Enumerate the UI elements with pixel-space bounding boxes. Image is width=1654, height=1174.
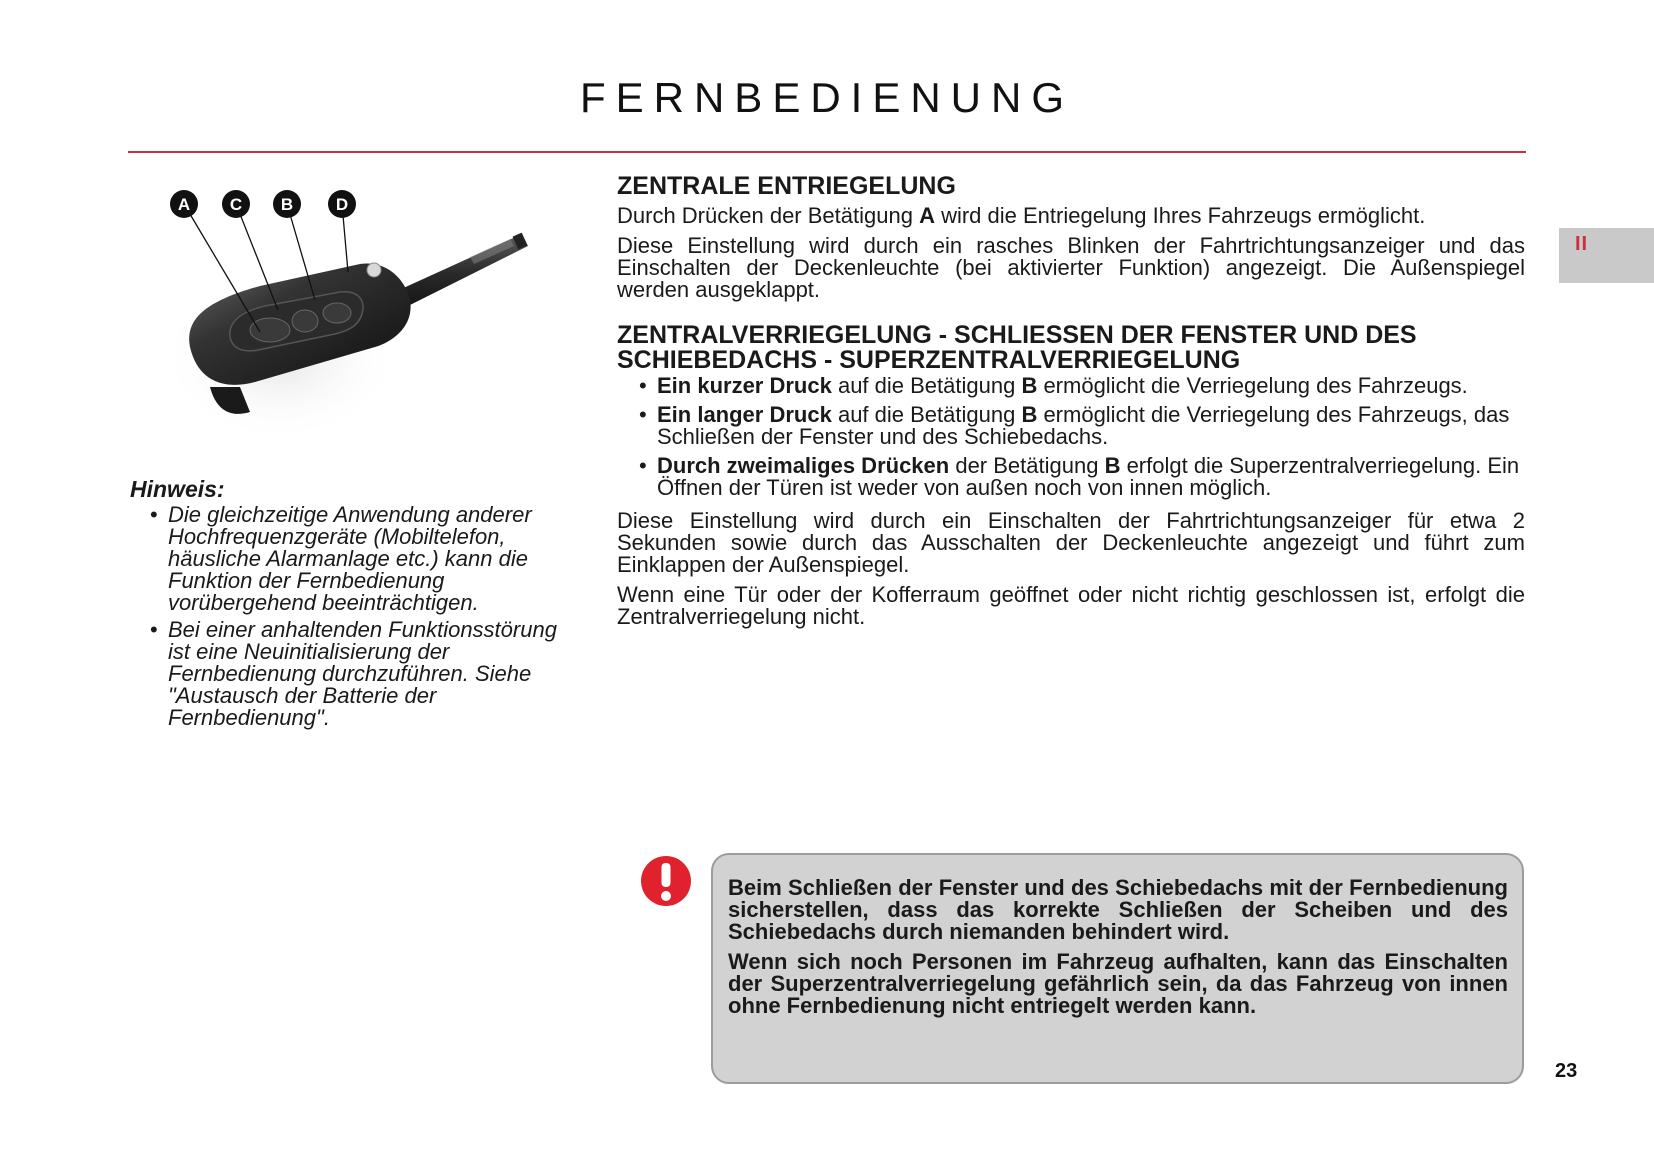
locking-options-list: [617, 375, 1525, 499]
callout-b: [273, 190, 301, 218]
callout-a-label: A: [177, 195, 191, 214]
warning-text: Wenn sich noch Personen im Fahrzeug aufhalten, kann das Einschalten der Superzentralverriegelung gefährlich sein, da das Fahrzeug von innen ohne Fernbedienung nicht entriegelt werden kann.: [728, 949, 1508, 1018]
callout-b-label: B: [280, 195, 294, 214]
callout-c: [222, 190, 250, 218]
callout-a: [170, 190, 198, 218]
hinweis-heading: Hinweis:: [130, 476, 225, 502]
paragraph: Diese Einstellung wird durch ein Einschalten der Fahrtrichtungsanzeiger für etwa 2 Sekunden sowie durch das Ausschalten der Deckenleuchte angezeigt und führt zum Einklappen der Außenspiegel.: [617, 508, 1525, 577]
callout-d: [328, 190, 356, 218]
section-heading: ZENTRALVERRIEGELUNG - SCHLIESSEN DER FENSTER UND DES SCHIEBEDACHS - SUPERZENTRALVERRIEGELUNG: [617, 321, 1417, 374]
hinweis-note: [130, 478, 560, 734]
chapter-tab-label: II: [1575, 233, 1589, 255]
warning-text: Beim Schließen der Fenster und des Schiebedachs mit der Fernbedienung sicherstellen, dass das korrekte Schließen der Scheiben und des Schiebedachs durch niemanden behindert wird.: [728, 875, 1508, 944]
section-central-unlocking: [617, 174, 1525, 301]
section-heading: ZENTRALE ENTRIEGELUNG: [617, 172, 956, 200]
title-divider: [128, 151, 1526, 153]
page-title: FERNBEDIENUNG: [579, 74, 1075, 121]
warning-box: [711, 853, 1524, 1084]
chapter-tab: [1559, 228, 1654, 283]
paragraph: Durch Drücken der Betätigung A wird die Entriegelung Ihres Fahrzeugs ermöglicht.: [617, 203, 1426, 228]
page-number: 23: [1555, 1060, 1578, 1082]
main-content: [617, 174, 1525, 628]
hinweis-item: • Die gleichzeitige Anwendung anderer Hochfrequenzgeräte (Mobiltelefon, häusliche Alarmanlage etc.) kann die Funktion der Fernbedienung vorübergehend beeinträchtigen.: [130, 504, 560, 614]
blade-release-button: [367, 263, 381, 277]
exclamation-icon: [640, 855, 692, 907]
list-item: • Ein langer Druck auf die Betätigung B ermöglicht die Verriegelung des Fahrzeugs, das Schließen der Fenster und des Schiebedachs.: [617, 404, 1525, 448]
hinweis-item: • Bei einer anhaltenden Funktionsstörung ist eine Neuinitialisierung der Fernbedienung durchzuführen. Siehe "Austausch der Batterie der Fernbedienung".: [130, 619, 560, 729]
list-item: • Ein kurzer Druck auf die Betätigung B ermöglicht die Verriegelung des Fahrzeugs.: [617, 375, 1525, 397]
callout-d-label: D: [335, 195, 349, 214]
remote-key-illustration: [170, 182, 540, 452]
paragraph: Wenn eine Tür oder der Kofferraum geöffnet oder nicht richtig geschlossen ist, erfolgt die Zentralverriegelung nicht.: [617, 582, 1525, 629]
callout-c-label: C: [229, 195, 243, 214]
hinweis-list: [130, 504, 560, 729]
button-ref: A: [919, 203, 935, 228]
section-central-locking: [617, 323, 1525, 628]
list-item: • Durch zweimaliges Drücken der Betätigung B erfolgt die Superzentralverriegelung. Ein Öffnen der Türen ist weder von außen noch von innen möglich.: [617, 455, 1525, 499]
paragraph: Diese Einstellung wird durch ein rasches Blinken der Fahrtrichtungsanzeiger und das Einschalten der Deckenleuchte (bei aktivierter Funktion) angezeigt. Die Außenspiegel werden ausgeklappt.: [617, 233, 1525, 302]
